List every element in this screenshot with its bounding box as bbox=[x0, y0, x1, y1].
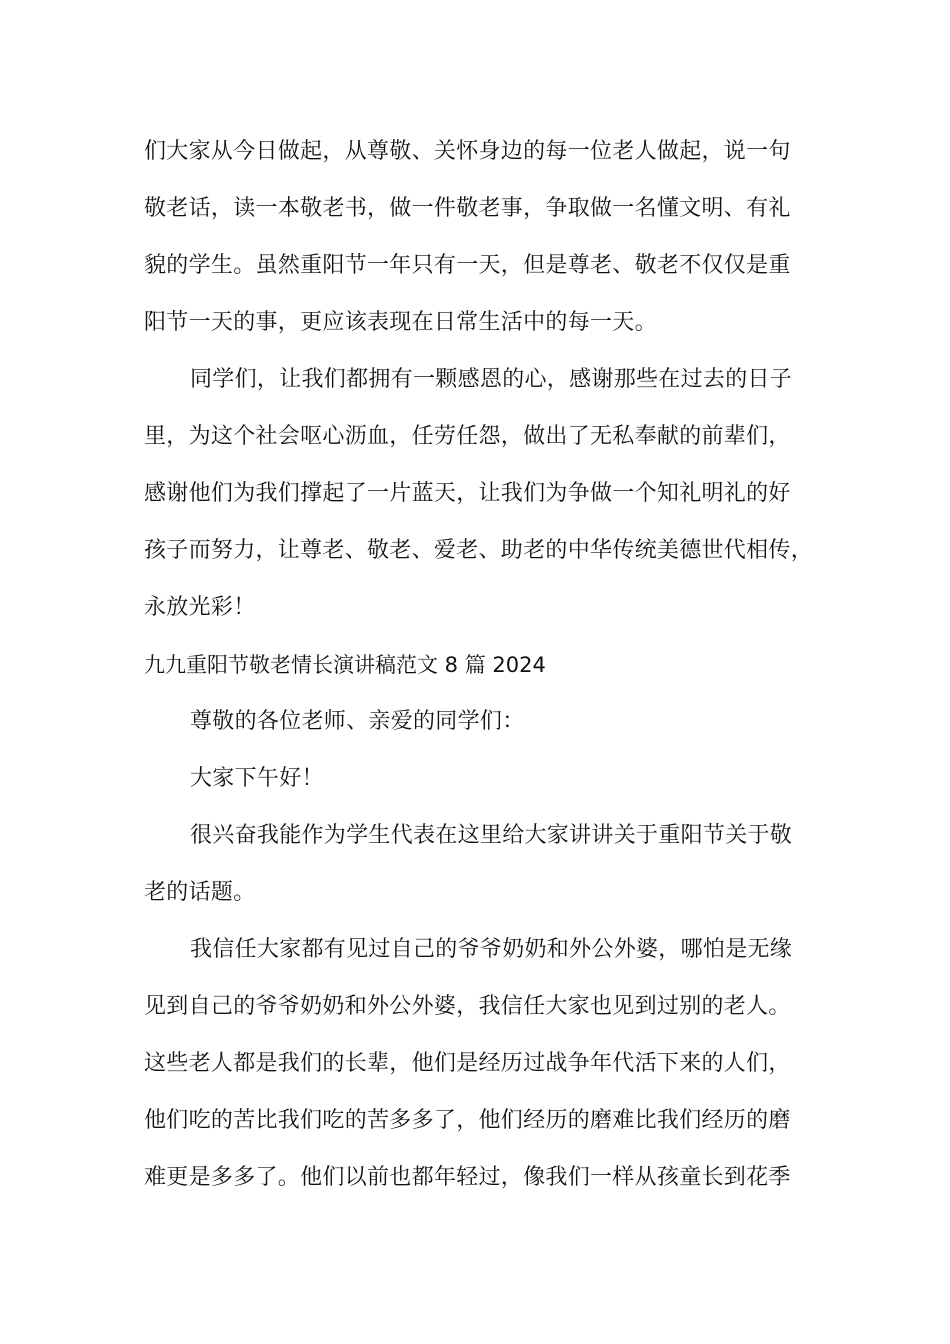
paragraph-line: 见到自己的爷爷奶奶和外公外婆，我信任大家也见到过别的老人。 bbox=[144, 994, 791, 1019]
paragraph-line: 永放光彩！ bbox=[144, 595, 256, 620]
paragraph-line: 我信任大家都有见过自己的爷爷奶奶和外公外婆，哪怕是无缘 bbox=[190, 937, 793, 962]
paragraph-line: 同学们，让我们都拥有一颗感恩的心，感谢那些在过去的日子 bbox=[190, 367, 793, 392]
paragraph-line: 里，为这个社会呕心沥血，任劳任怨，做出了无私奉献的前辈们， bbox=[144, 424, 791, 449]
paragraph-line: 很兴奋我能作为学生代表在这里给大家讲讲关于重阳节关于敬 bbox=[190, 823, 793, 848]
paragraph-line: 他们吃的苦比我们吃的苦多多了，他们经历的磨难比我们经历的磨 bbox=[144, 1108, 791, 1133]
paragraph-line: 貌的学生。虽然重阳节一年只有一天，但是尊老、敬老不仅仅是重 bbox=[144, 253, 791, 278]
paragraph-line: 老的话题。 bbox=[144, 880, 256, 905]
paragraph-line: 这些老人都是我们的长辈，他们是经历过战争年代活下来的人们， bbox=[144, 1051, 791, 1076]
paragraph-line: 们大家从今日做起，从尊敬、关怀身边的每一位老人做起，说一句 bbox=[144, 139, 791, 164]
paragraph-line: 孩子而努力，让尊老、敬老、爱老、助老的中华传统美德世代相传， bbox=[144, 538, 814, 563]
salutation-line: 尊敬的各位老师、亲爱的同学们： bbox=[190, 709, 525, 734]
paragraph-line: 敬老话，读一本敬老书，做一件敬老事，争取做一名懂文明、有礼 bbox=[144, 196, 791, 221]
paragraph-line: 感谢他们为我们撑起了一片蓝天，让我们为争做一个知礼明礼的好 bbox=[144, 481, 791, 506]
section-heading: 九九重阳节敬老情长演讲稿范文 8 篇 2024 bbox=[144, 653, 546, 677]
paragraph-line: 难更是多多了。他们以前也都年轻过，像我们一样从孩童长到花季 bbox=[144, 1165, 791, 1190]
paragraph-line: 阳节一天的事，更应该表现在日常生活中的每一天。 bbox=[144, 310, 657, 335]
greeting-line: 大家下午好！ bbox=[190, 766, 324, 791]
